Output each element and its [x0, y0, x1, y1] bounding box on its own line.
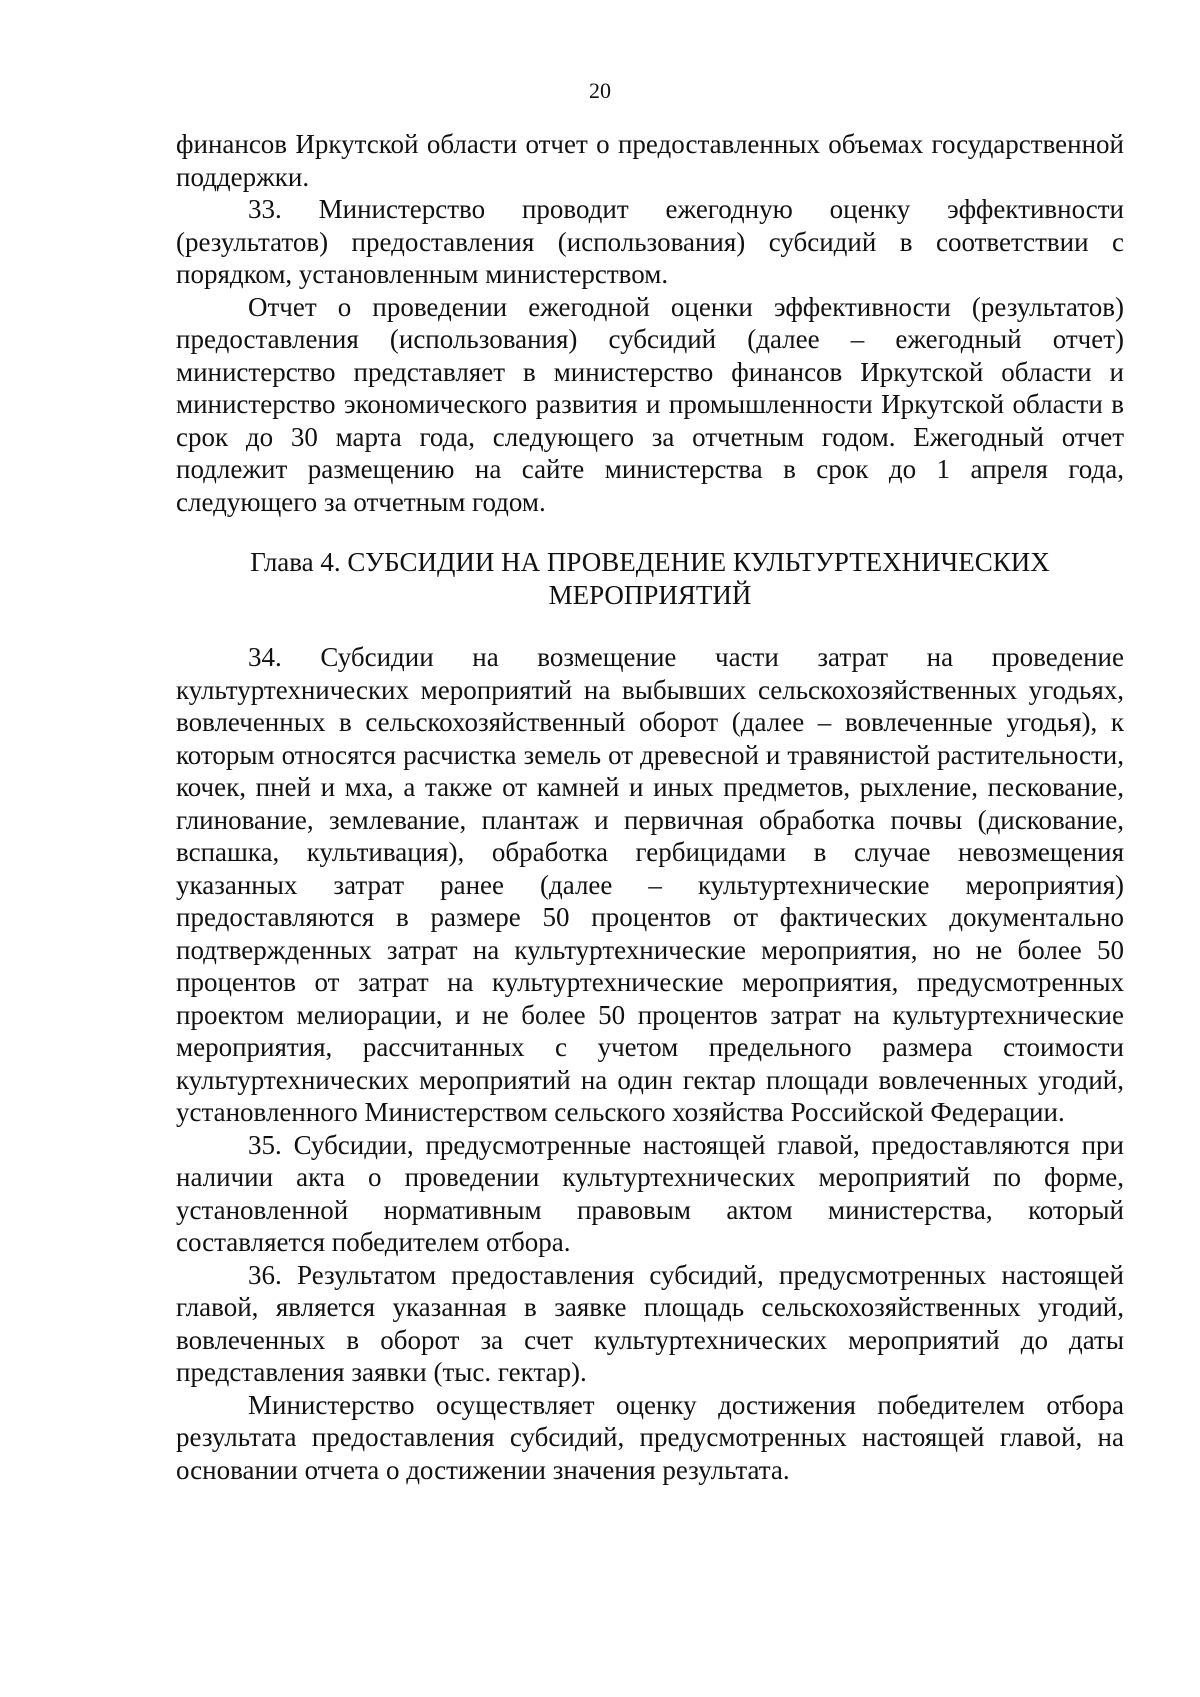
paragraph-assessment: Министерство осуществляет оценку достижения победителем отбора результата предоставления субсидий, предусмотренных настоящей главой, на основании отчета о достижении значения результата.: [176, 1389, 1124, 1485]
document-body: [176, 128, 1124, 1486]
paragraph-annual-report: Отчет о проведении ежегодной оценки эффективности (результатов) предоставления (использования) субсидий (далее – ежегодный отчет) министерство представляет в министерство финансов Иркутской области и министерство экономического развития и промышленности Иркутской области в срок до 30 марта года, следующего за отчетным годом. Ежегодный отчет подлежит размещению на сайте министерства в срок до 1 апреля года, следующего за отчетным годом.: [176, 291, 1124, 517]
chapter-heading: Глава 4. СУБСИДИИ НА ПРОВЕДЕНИЕ КУЛЬТУРТЕХНИЧЕСКИХ МЕРОПРИЯТИЙ: [250, 547, 1050, 610]
paragraph-36: 36. Результатом предоставления субсидий, предусмотренных настоящей главой, является указанная в заявке площадь сельскохозяйственных угодий, вовлеченных в оборот за счет культуртехнических мероприятий до даты представления заявки (тыс. гектар).: [176, 1259, 1124, 1387]
paragraph-continuation: финансов Иркутской области отчет о предоставленных объемах государственной поддержки.: [176, 129, 1124, 192]
page-number: 20: [589, 78, 611, 103]
paragraph-34: 34. Субсидии на возмещение части затрат на проведение культуртехнических мероприятий на выбывших сельскохозяйственных угодьях, вовлеченных в сельскохозяйственный оборот (далее – вовлеченные угодья), к которым относятся расчистка земель от древесной и травянистой растительности, кочек, пней и мха, а также от камней и иных предметов, рыхление, пескование, глинование, землевание, плантаж и первичная обработка почвы (дискование, вспашка, культивация), обработка гербицидами в случае невозмещения указанных затрат ранее (далее – культуртехнические мероприятия) предоставляются в размере 50 процентов от фактических документально подтвержденных затрат на культуртехнические мероприятия, но не более 50 процентов от затрат на культуртехнические мероприятия, предусмотренных проектом мелиорации, и не более 50 процентов затрат на культуртехнические мероприятия, рассчитанных с учетом предельного размера стоимости культуртехнических мероприятий на один гектар площади вовлеченных угодий, установленного Министерством сельского хозяйства Российской Федерации.: [176, 642, 1124, 1127]
paragraph-33: 33. Министерство проводит ежегодную оценку эффективности (результатов) предоставления (использования) субсидий в соответствии с порядком, установленным министерством.: [176, 194, 1124, 289]
paragraph-35: 35. Субсидии, предусмотренные настоящей главой, предоставляются при наличии акта о проведении культуртехнических мероприятий по форме, установленной нормативным правовым актом министерства, который составляется победителем отбора.: [176, 1129, 1124, 1257]
